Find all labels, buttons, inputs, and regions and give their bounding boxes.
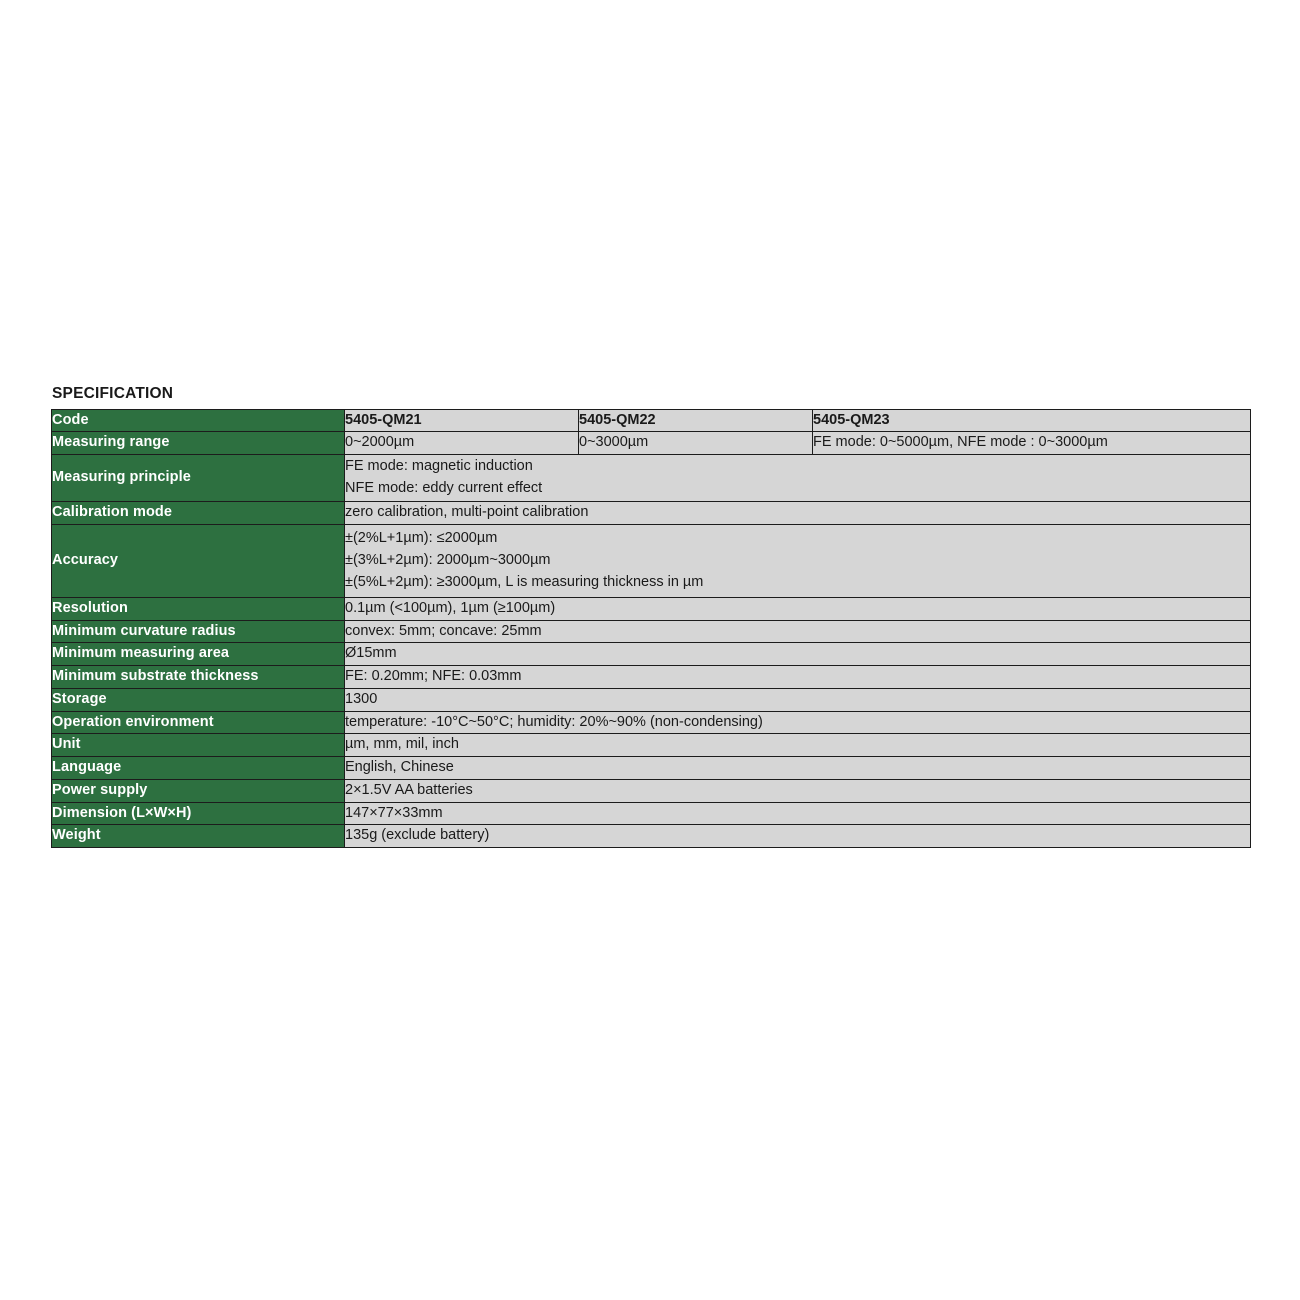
row-value [345, 643, 1251, 666]
table-row [52, 825, 1251, 848]
row-label: Storage [52, 688, 345, 711]
row-label: Language [52, 757, 345, 780]
row-label: Minimum measuring area [52, 643, 345, 666]
row-label: Power supply [52, 779, 345, 802]
table-row [52, 688, 1251, 711]
row-value: 0~3000µm [579, 432, 813, 455]
row-value [345, 711, 1251, 734]
table-row [52, 666, 1251, 689]
row-value-line: zero calibration, multi-point calibration [345, 504, 589, 520]
row-value [345, 688, 1251, 711]
row-value: 5405-QM23 [813, 409, 1251, 432]
row-value: FE mode: 0~5000µm, NFE mode : 0~3000µm [813, 432, 1251, 455]
row-value-line: temperature: -10°C~50°C; humidity: 20%~90% (non-condensing) [345, 713, 763, 730]
table-row [52, 711, 1251, 734]
row-value [345, 825, 1251, 848]
section-title: SPECIFICATION [52, 385, 174, 402]
row-label: Unit [52, 734, 345, 757]
specification-table [51, 409, 1251, 849]
table-row [52, 620, 1251, 643]
row-label: Calibration mode [52, 502, 345, 525]
row-value: 0~2000µm [345, 432, 579, 455]
row-label: Accuracy [52, 524, 345, 597]
row-value-line: English, Chinese [345, 759, 454, 775]
table-row [52, 779, 1251, 802]
row-label: Minimum curvature radius [52, 620, 345, 643]
row-value-line: ±(3%L+2µm): 2000µm~3000µm [345, 551, 551, 568]
row-value: 5405-QM22 [579, 409, 813, 432]
row-value-line: FE: 0.20mm; NFE: 0.03mm [345, 668, 522, 684]
table-row [52, 455, 1251, 502]
row-label: Minimum substrate thickness [52, 666, 345, 689]
row-label: Weight [52, 825, 345, 848]
row-value-line: 135g (exclude battery) [345, 827, 490, 844]
table-row [52, 524, 1251, 597]
table-row [52, 802, 1251, 825]
row-value-line: µm, mm, mil, inch [345, 736, 459, 753]
row-value-line: 1300 [345, 690, 378, 707]
row-label: Resolution [52, 597, 345, 620]
row-label: Measuring range [52, 432, 345, 455]
table-row [52, 409, 1251, 432]
row-value: 5405-QM21 [345, 409, 579, 432]
row-value [345, 620, 1251, 643]
row-value [345, 524, 1251, 597]
row-value [345, 502, 1251, 525]
table-row [52, 597, 1251, 620]
row-value-line: FE mode: magnetic induction [345, 458, 533, 475]
table-row [52, 502, 1251, 525]
row-label: Operation environment [52, 711, 345, 734]
row-value [345, 597, 1251, 620]
row-value [345, 455, 1251, 502]
row-value-line: 147×77×33mm [345, 804, 443, 821]
table-row [52, 757, 1251, 780]
row-value-line: Ø15mm [345, 645, 397, 662]
row-value [345, 757, 1251, 780]
row-value-line: NFE mode: eddy current effect [345, 480, 543, 496]
row-value [345, 734, 1251, 757]
table-row [52, 432, 1251, 455]
table-row [52, 734, 1251, 757]
row-value-line: ±(5%L+2µm): ≥3000µm, L is measuring thickness in µm [345, 573, 704, 590]
row-label: Dimension (L×W×H) [52, 802, 345, 825]
specification-table-body [52, 409, 1251, 848]
row-label: Code [52, 409, 345, 432]
row-value-line: 2×1.5V AA batteries [345, 781, 473, 798]
row-value-line: 0.1µm (<100µm), 1µm (≥100µm) [345, 599, 556, 616]
row-value [345, 802, 1251, 825]
row-value-line: ±(2%L+1µm): ≤2000µm [345, 530, 498, 547]
row-value-line: convex: 5mm; concave: 25mm [345, 622, 542, 639]
table-row [52, 643, 1251, 666]
row-value [345, 779, 1251, 802]
row-label: Measuring principle [52, 455, 345, 502]
specification-section [51, 386, 1250, 848]
row-value [345, 666, 1251, 689]
